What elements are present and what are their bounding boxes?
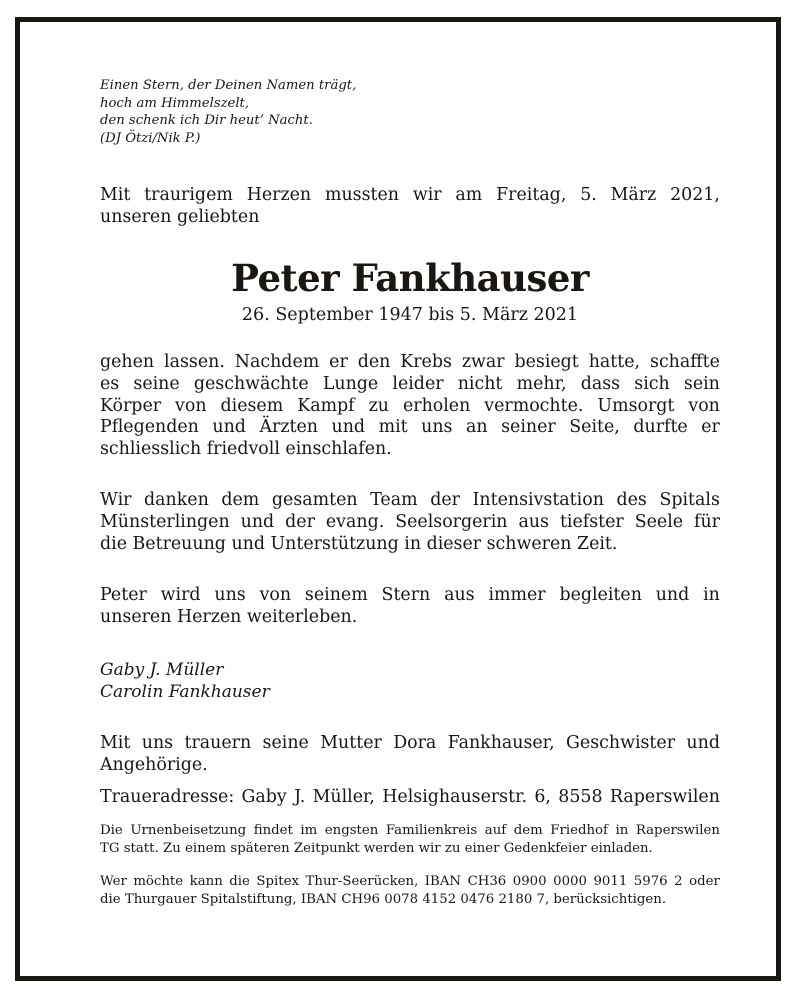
- word: uns: [421, 417, 453, 438]
- text-line: die Thurgauer Spitalstiftung, IBAN CH96 0078 4152 0476 2180 7, berücksichtigen.: [100, 892, 667, 908]
- word: immer: [488, 585, 546, 606]
- paragraph-remembrance: [100, 585, 720, 629]
- word: möchte: [133, 873, 184, 889]
- intro-word: traurigem: [144, 185, 233, 205]
- word: der: [430, 489, 460, 510]
- word: er: [329, 352, 348, 372]
- text-line: die Betreuung und Unterstützung in dieser schweren Zeit.: [100, 533, 618, 554]
- word: lassen.: [164, 352, 225, 372]
- text-line: [100, 733, 720, 755]
- word: und: [655, 585, 690, 606]
- word: findet: [253, 822, 293, 838]
- word: hatte,: [588, 352, 641, 372]
- word: Raperswilen: [635, 822, 720, 838]
- signatures: [100, 659, 720, 703]
- donation-note: [100, 873, 720, 910]
- word: Müller,: [312, 786, 375, 807]
- word: oder: [689, 873, 720, 889]
- text-line: [100, 786, 720, 808]
- word: 2: [674, 873, 683, 889]
- word: Seite,: [569, 417, 620, 438]
- word: danken: [144, 489, 209, 510]
- word: Münsterlingen: [100, 511, 230, 532]
- word: Umsorgt: [597, 395, 675, 416]
- poem-line: Einen Stern, der Deinen Namen trägt,: [100, 78, 357, 93]
- word: Seele: [634, 511, 684, 532]
- word: der: [285, 511, 315, 532]
- word: Seelsorgerin: [395, 511, 508, 532]
- word: 5976: [633, 873, 668, 889]
- life-dates: 26. September 1947 bis 5. März 2021: [241, 305, 579, 325]
- word: 0000: [553, 873, 587, 889]
- intro-word: am: [455, 185, 483, 205]
- word: Wir: [100, 489, 132, 510]
- word: uns: [214, 585, 246, 606]
- word: Körper: [100, 395, 162, 416]
- word: sein: [683, 373, 720, 394]
- poem-line: den schenk ich Dir heut’ Nacht.: [100, 113, 313, 128]
- word: Lunge: [322, 373, 379, 394]
- word: Peter: [100, 585, 147, 606]
- obituary-frame: [15, 17, 781, 981]
- word: Die: [100, 822, 123, 838]
- intro-line: unseren geliebten: [100, 207, 260, 227]
- word: Gaby: [241, 786, 287, 807]
- word: Pflegenden: [100, 417, 199, 438]
- text-line: schliesslich friedvoll einschlafen.: [100, 439, 392, 460]
- word: begleiten: [559, 585, 642, 606]
- word: zu: [368, 395, 389, 416]
- paragraph-thanks: [100, 490, 720, 555]
- word: von: [259, 585, 292, 606]
- text-line: [100, 396, 720, 418]
- word: von: [175, 395, 207, 416]
- word: und: [240, 511, 275, 532]
- word: Helsighauserstr.: [382, 786, 528, 807]
- word: 9011: [593, 873, 628, 889]
- poem-attribution: (DJ Ötzi/Nik P.): [100, 130, 201, 146]
- intro-word: wir: [412, 185, 442, 205]
- word: Team: [370, 489, 418, 510]
- word: seinem: [304, 585, 368, 606]
- word: trauern: [184, 732, 252, 753]
- word: 8558: [558, 786, 603, 807]
- word: nicht: [457, 373, 503, 394]
- intro-word: mussten: [324, 185, 399, 205]
- word: und: [331, 417, 366, 438]
- word: dem: [221, 489, 260, 510]
- word: Raperswilen: [609, 786, 720, 807]
- word: Mit: [100, 732, 131, 753]
- word: 0900: [512, 873, 547, 889]
- word: seine: [262, 732, 309, 753]
- word: Spitex: [256, 873, 300, 889]
- word: erholen: [402, 395, 471, 416]
- text-line: [100, 512, 720, 534]
- word: aus: [518, 511, 549, 532]
- word: von: [688, 395, 720, 416]
- word: im: [300, 822, 318, 838]
- word: für: [694, 511, 720, 532]
- obituary-content: [100, 77, 720, 910]
- word: in: [615, 822, 629, 838]
- word: seiner: [501, 417, 556, 438]
- deceased-name: Peter Fankhauser: [231, 256, 589, 300]
- burial-note: [100, 822, 720, 859]
- word: 6,: [534, 786, 551, 807]
- word: IBAN: [424, 873, 462, 889]
- word: CH36: [467, 873, 507, 889]
- word: sich: [634, 373, 670, 394]
- word: zwar: [461, 352, 505, 372]
- intro-word: März: [610, 185, 657, 205]
- word: Geschwister: [566, 732, 676, 753]
- word: vermochte.: [484, 395, 584, 416]
- word: er: [701, 417, 720, 438]
- word: Kampf: [297, 395, 355, 416]
- word: Stern: [381, 585, 431, 606]
- text-line: [100, 873, 720, 892]
- text-line: [100, 822, 720, 841]
- word: uns: [141, 732, 174, 753]
- word: Nachdem: [234, 352, 320, 372]
- word: Traueradresse:: [100, 786, 235, 807]
- signature-name: Gaby J. Müller: [100, 659, 224, 680]
- word: seine: [133, 373, 180, 394]
- word: wird: [160, 585, 201, 606]
- intro-line: [100, 184, 720, 206]
- word: den: [357, 352, 391, 372]
- word: durfte: [633, 417, 688, 438]
- word: an: [466, 417, 488, 438]
- word: Dora: [393, 732, 437, 753]
- word: Spitals: [659, 489, 720, 510]
- intro-word: 5.: [580, 185, 597, 205]
- word: des: [616, 489, 647, 510]
- word: besiegt: [514, 352, 579, 372]
- word: Thur-Seerücken,: [305, 873, 419, 889]
- word: J.: [294, 786, 306, 807]
- word: tiefster: [559, 511, 624, 532]
- word: engsten: [324, 822, 379, 838]
- poem-quote: [100, 77, 720, 147]
- intro-word: Herzen: [246, 185, 312, 205]
- word: gehen: [100, 352, 155, 372]
- intro-word: Mit: [100, 185, 131, 205]
- word: Urnenbeisetzung: [130, 822, 247, 838]
- text-line: [100, 352, 720, 374]
- word: dass: [580, 373, 621, 394]
- word: Friedhof: [550, 822, 608, 838]
- word: und: [212, 417, 246, 438]
- word: Intensivstation: [472, 489, 604, 510]
- word: mit: [378, 417, 408, 438]
- word: gesamten: [271, 489, 358, 510]
- word: mehr,: [516, 373, 567, 394]
- word: Wer: [100, 873, 127, 889]
- text-line: TG statt. Zu einem späteren Zeitpunkt werden wir zu einer Gedenkfeier einladen.: [100, 841, 653, 857]
- word: leider: [392, 373, 444, 394]
- word: Fankhauser,: [447, 732, 555, 753]
- paragraph-mourners: [100, 733, 720, 777]
- word: diesem: [220, 395, 284, 416]
- word: evang.: [325, 511, 385, 532]
- word: Krebs: [400, 352, 452, 372]
- text-line: [100, 374, 720, 396]
- intro-word: Freitag,: [496, 185, 567, 205]
- word: es: [100, 373, 120, 394]
- poem-line: hoch am Himmelszelt,: [100, 95, 250, 111]
- text-line: unseren Herzen weiterleben.: [100, 607, 358, 628]
- word: Ärzten: [259, 417, 318, 438]
- word: in: [703, 585, 720, 606]
- word: Familienkreis: [385, 822, 478, 838]
- word: schaffte: [650, 352, 720, 372]
- word: geschwächte: [193, 373, 309, 394]
- text-line: Angehörige.: [100, 754, 208, 775]
- word: dem: [513, 822, 543, 838]
- mourning-address: [100, 786, 720, 808]
- word: aus: [444, 585, 475, 606]
- word: die: [229, 873, 250, 889]
- word: Mutter: [320, 732, 382, 753]
- text-line: [100, 417, 720, 439]
- word: kann: [189, 873, 223, 889]
- word: auf: [484, 822, 507, 838]
- text-line: [100, 585, 720, 607]
- intro-word: 2021,: [670, 185, 720, 205]
- text-line: [100, 490, 720, 512]
- signature-name: Carolin Fankhauser: [100, 681, 270, 702]
- paragraph-passing: [100, 352, 720, 461]
- intro-text: [100, 184, 720, 228]
- word: und: [686, 732, 720, 753]
